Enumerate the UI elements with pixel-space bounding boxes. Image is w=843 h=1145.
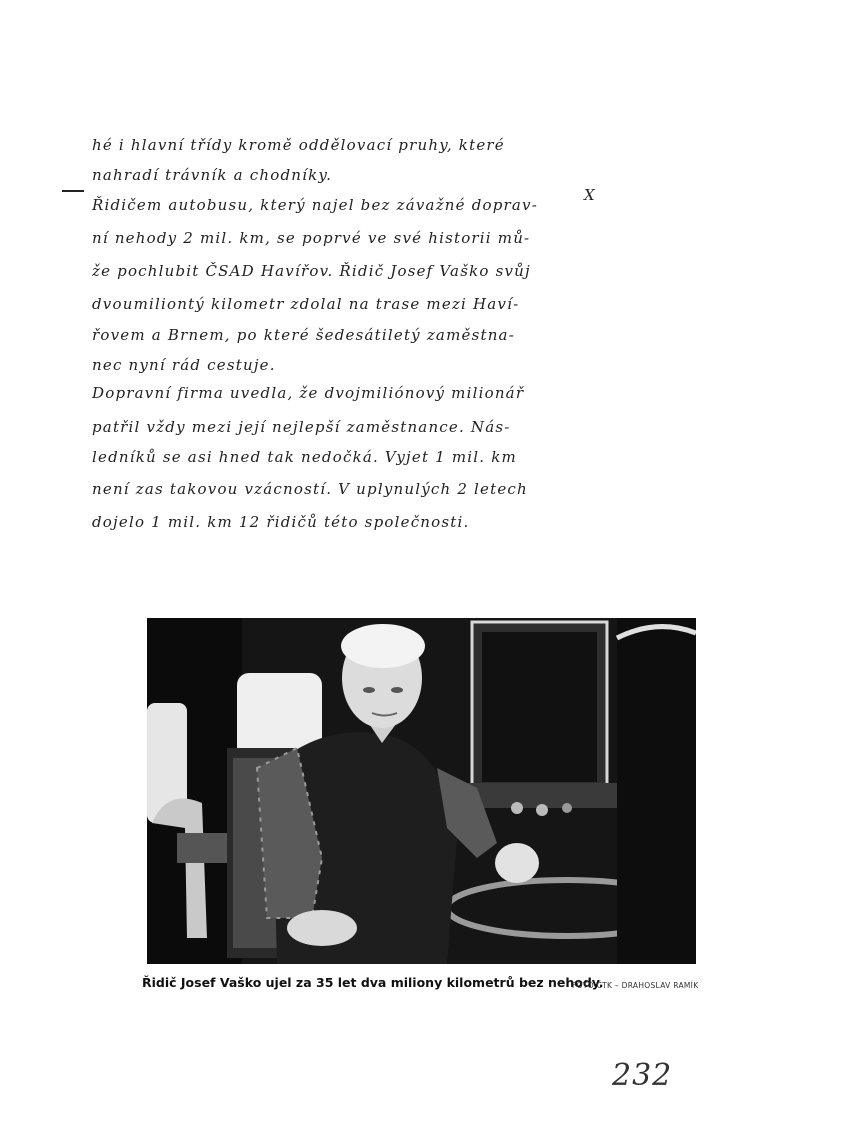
handwritten-line: nec nyní rád cestuje. xyxy=(92,356,276,374)
photo-credit: FOTO ČTK – DRAHOSLAV RAMÍK xyxy=(572,981,699,990)
handwritten-line: nahradí trávník a chodníky. xyxy=(92,166,333,184)
handwritten-line: hé i hlavní třídy kromě oddělovací pruhy, které xyxy=(92,136,505,154)
margin-x-mark: X xyxy=(584,186,595,204)
photo-caption: Řidič Josef Vaško ujel za 35 let dva miliony kilometrů bez nehody. xyxy=(142,975,604,990)
page-number: 232 xyxy=(612,1058,673,1093)
handwritten-line: dvoumiliontý kilometr zdolal na trase mezi Haví- xyxy=(92,295,520,313)
handwritten-line: řovem a Brnem, po které šedesátiletý zaměstna- xyxy=(92,326,515,344)
handwritten-line: Řidičem autobusu, který najel bez závažné doprav- xyxy=(92,196,538,214)
bus-driver-photo xyxy=(147,618,696,964)
handwritten-line: patřil vždy mezi její nejlepší zaměstnance. Nás- xyxy=(92,418,511,436)
handwritten-line: Dopravní firma uvedla, že dvojmiliónový milionář xyxy=(92,384,525,402)
handwritten-line: ledníků se asi hned tak nedočká. Vyjet 1 mil. km xyxy=(92,448,517,466)
handwritten-line: není zas takovou vzácností. V uplynulých 2 letech xyxy=(92,480,528,498)
handwritten-line: že pochlubit ČSAD Havířov. Řidič Josef Vaško svůj xyxy=(92,262,531,280)
handwritten-line: dojelo 1 mil. km 12 řidičů této společnosti. xyxy=(92,513,470,531)
handwritten-line: ní nehody 2 mil. km, se poprvé ve své historii mů- xyxy=(92,229,531,247)
paragraph-dash-mark xyxy=(62,190,84,192)
